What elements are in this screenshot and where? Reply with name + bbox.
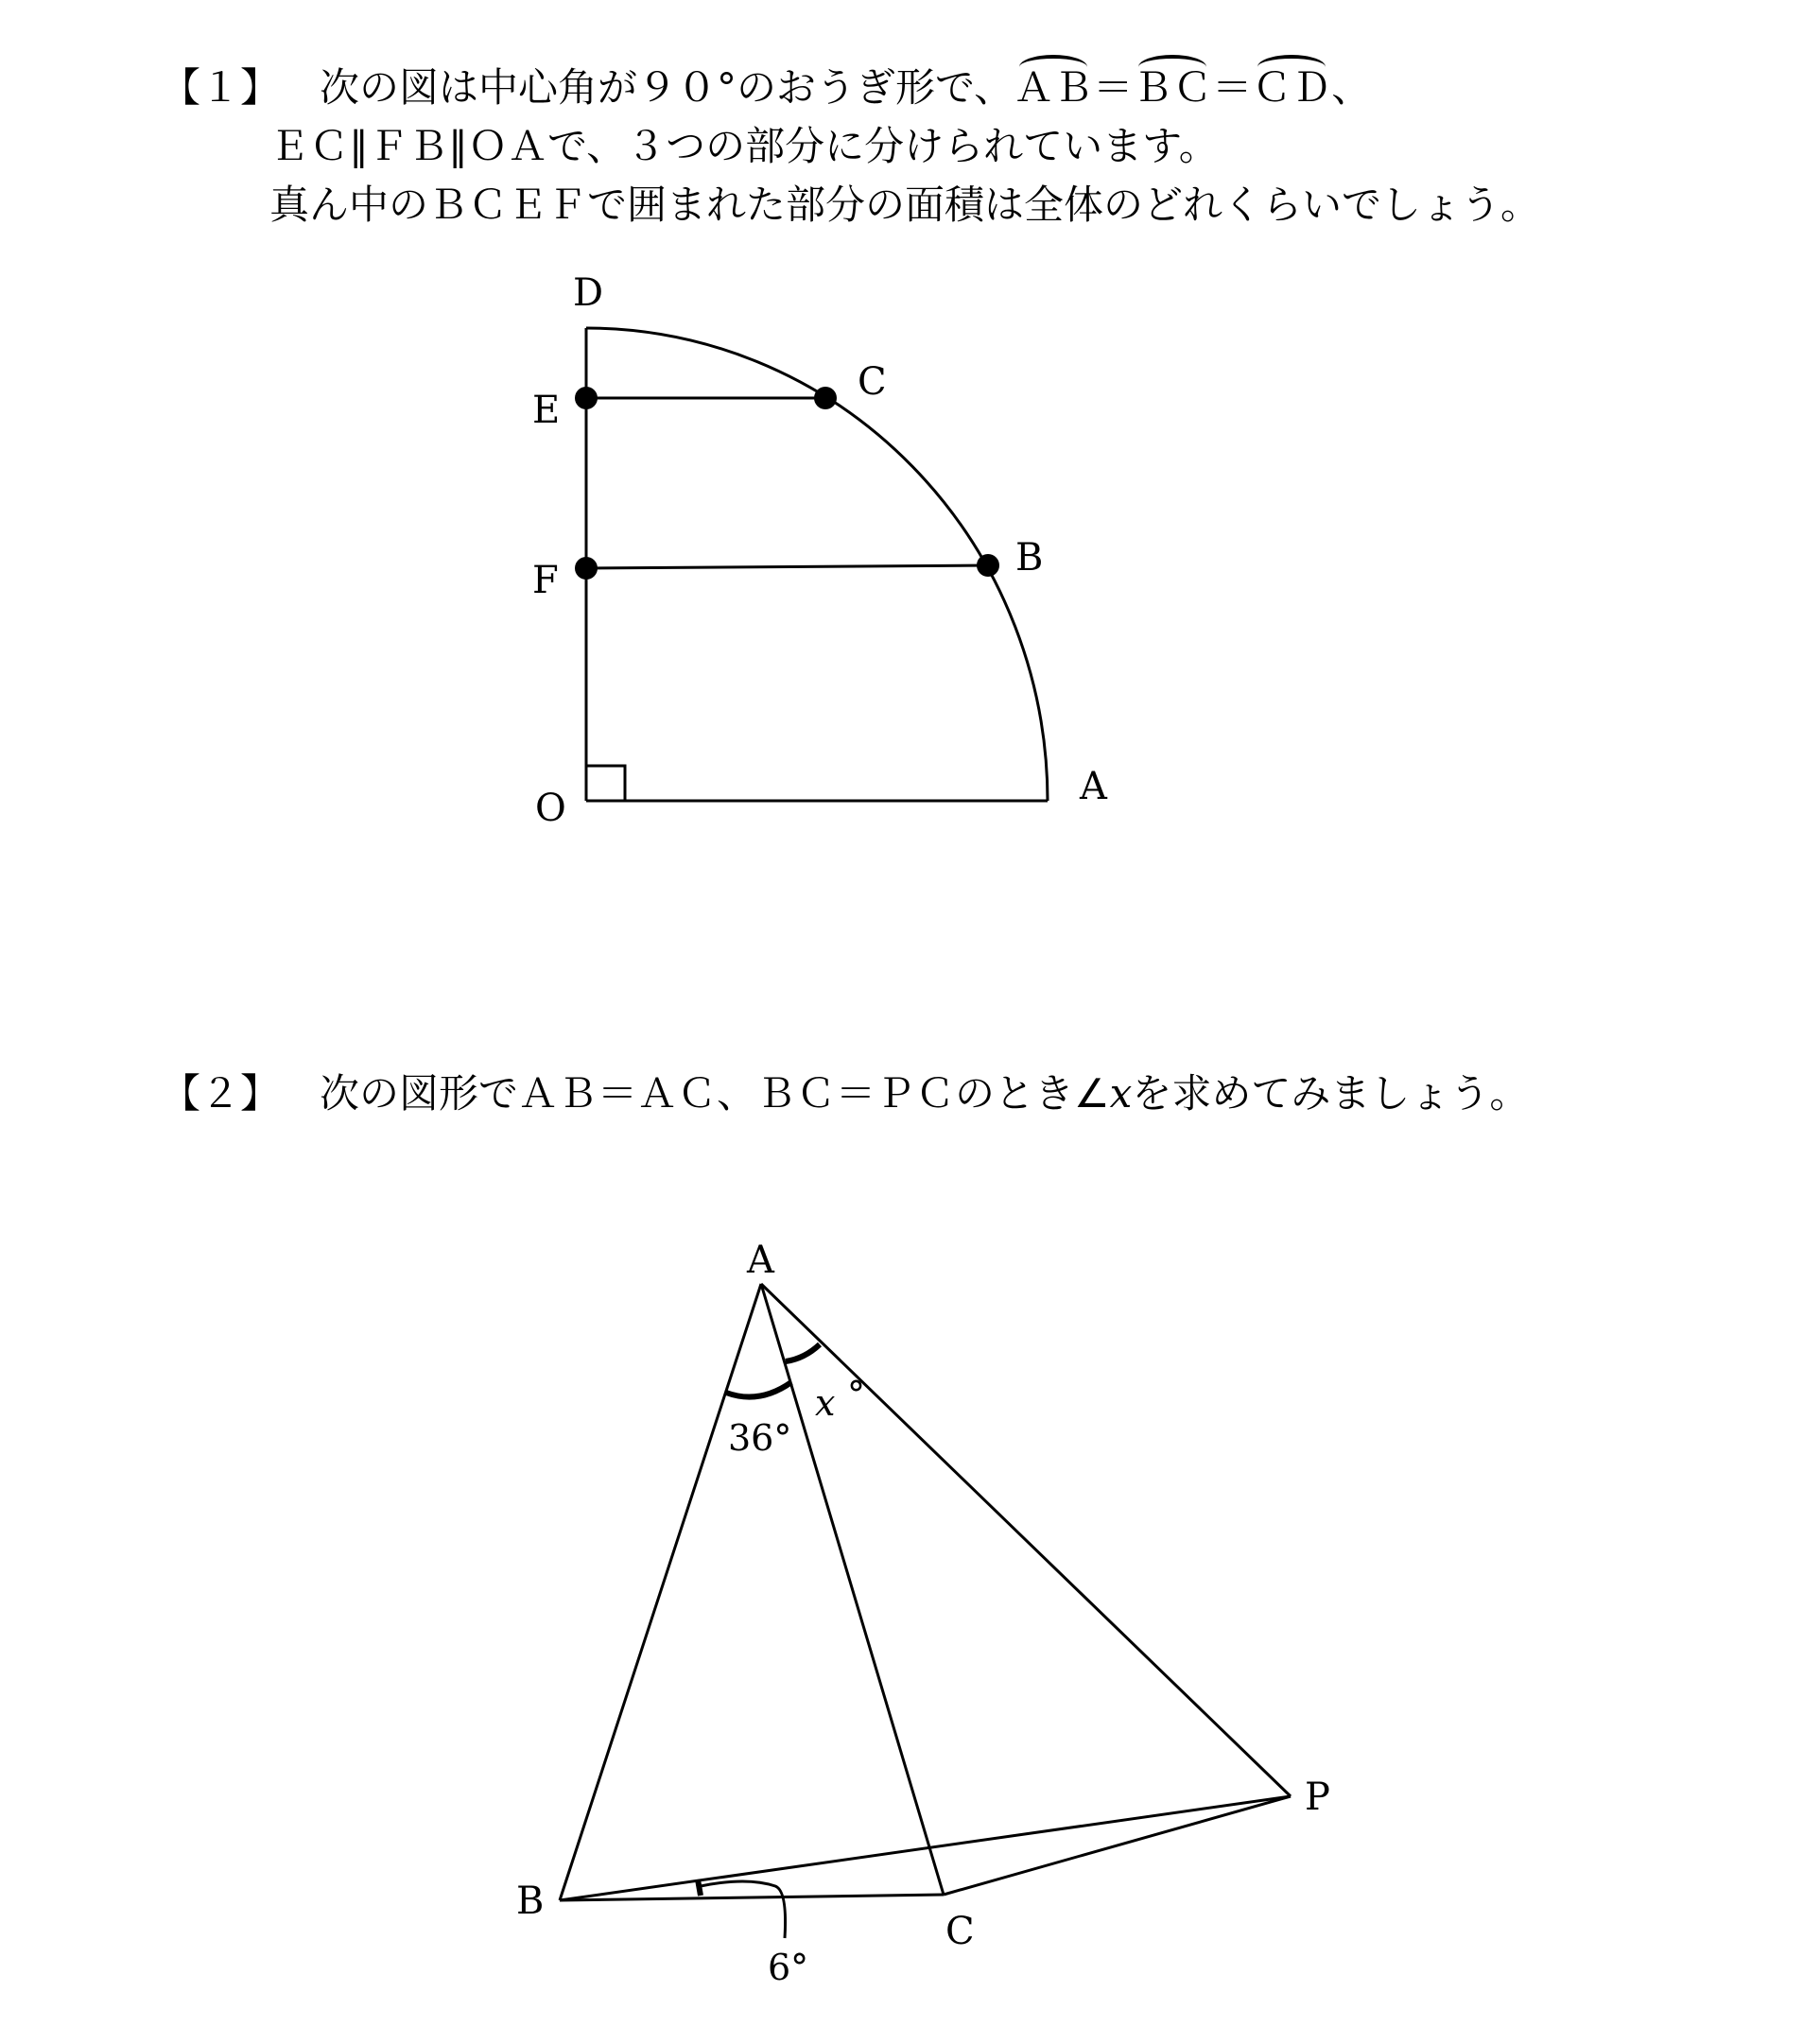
angle-36-label: 36° [728,1417,792,1459]
angle-6-label: 6° [768,1947,809,1988]
angle-x-variable: x [815,1382,836,1424]
problem1-number: 【１】 [161,64,281,111]
label-e: E [532,389,561,432]
arc-cd: ＣＤ [1252,64,1332,111]
label-c: C [945,1910,975,1953]
segment-bp [560,1796,1291,1900]
problem2-statement-after: を求めてみましょう。 [1132,1070,1530,1117]
label-p: P [1305,1776,1330,1819]
label-a: A [1080,765,1107,808]
arc-bc: ＢＣ [1133,64,1213,111]
label-b: B [516,1879,545,1923]
problem1-line2: ＥＣ∥ＦＢ∥ＯＡで、３つの部分に分けられています。 [269,123,1219,169]
angle-6-leader [701,1881,786,1938]
label-a: A [747,1239,774,1282]
angle-36-mark [726,1382,791,1397]
label-c: C [858,360,887,404]
segment-bc [560,1895,944,1900]
problem2-variable: x [1109,1070,1133,1117]
segment-ab [560,1284,761,1900]
equals-1: ＝ [1093,64,1134,111]
angle-x-degree: ° [847,1374,865,1415]
label-f: F [532,559,559,602]
equals-2: ＝ [1212,64,1253,111]
segment-ap [761,1284,1291,1796]
label-b: B [1015,536,1044,580]
label-d: D [573,271,604,315]
problem2-number: 【２】 [161,1070,281,1117]
segment-cp [944,1796,1291,1895]
problem2-statement-before: 次の図形でＡＢ＝ＡＣ、ＢＣ＝ＰＣのとき∠ [320,1070,1110,1117]
problem1-line3: 真ん中のＢＣＥＦで囲まれた部分の面積は全体のどれくらいでしょう。 [269,182,1541,228]
problem1-line1-end: 、 [1331,64,1372,111]
arc-ab: ＡＢ [1014,64,1094,111]
problem1-line1-text: 次の図は中心角が９０°のおうぎ形で、 [320,64,1014,111]
label-o: O [535,787,566,830]
angle-x-mark [786,1344,820,1361]
angle-6-mark [698,1879,701,1896]
